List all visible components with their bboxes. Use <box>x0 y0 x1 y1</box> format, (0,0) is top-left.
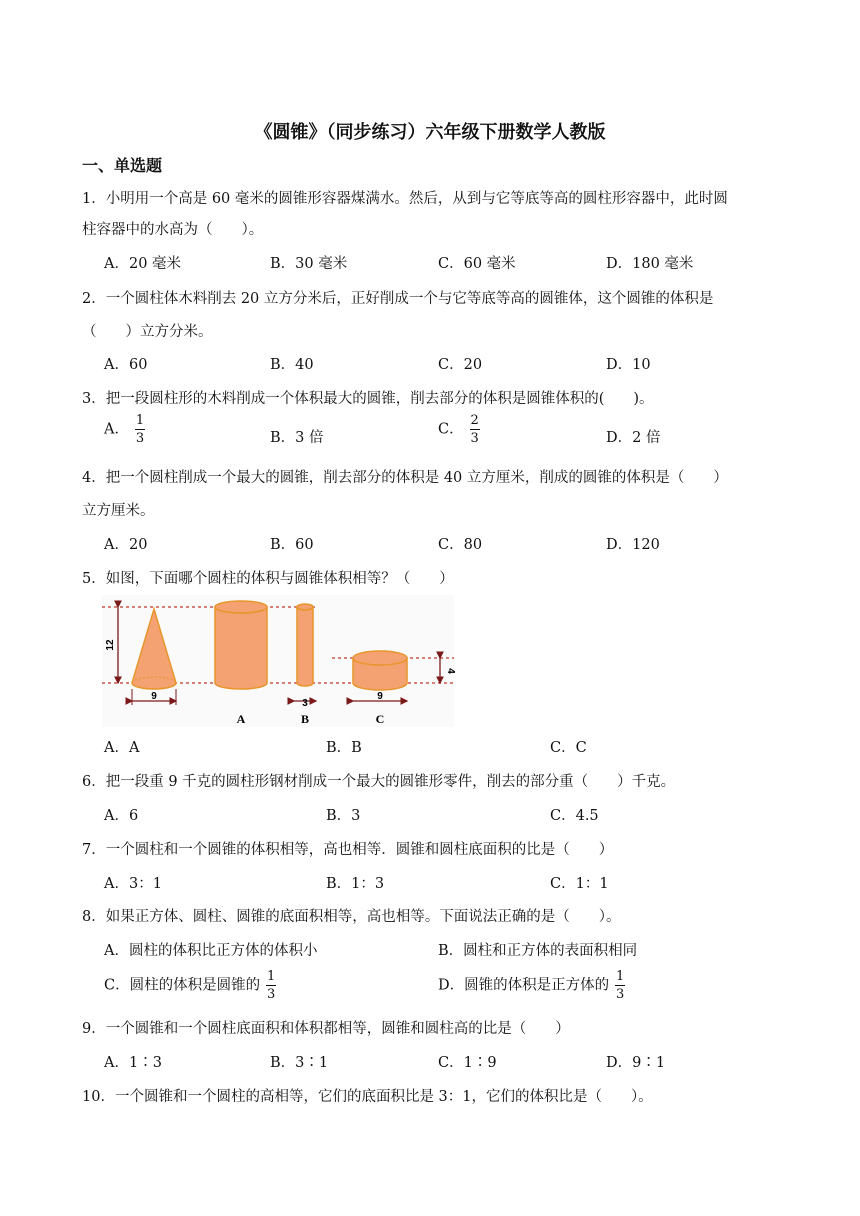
q3-option-d[interactable]: D．2 倍 <box>606 430 661 446</box>
q6-option-b[interactable]: B．3 <box>326 808 361 824</box>
question-1-line-1: 1．小明用一个高是 60 毫米的圆锥形容器煤满水。然后，从到与它等底等高的圆柱形容器中，此时圆 <box>82 191 728 207</box>
q4-option-c[interactable]: C．80 <box>438 537 483 553</box>
cone-height-label: 12 <box>105 639 116 651</box>
fraction-numerator: 2 <box>470 413 479 428</box>
q7-option-a[interactable]: A．3：1 <box>104 876 162 892</box>
question-4-line-1: 4．把一个圆柱削成一个最大的圆锥，削去部分的体积是 40 立方厘米，削成的圆锥的体积是（ ） <box>82 470 728 486</box>
cylinder-c-height-label: 4 <box>445 668 456 674</box>
cylinder-b-base-label: 3 <box>302 698 308 709</box>
question-2-line-1: 2．一个圆柱体木料削去 20 立方分米后，正好削成一个与它等底等高的圆锥体，这个圆锥的体积是 <box>82 291 714 307</box>
fraction <box>615 970 625 1001</box>
q6-option-c[interactable]: C．4.5 <box>550 808 599 824</box>
question-4-line-2: 立方厘米。 <box>82 503 155 519</box>
q8-option-d-text: D．圆锥的体积是正方体的 <box>438 977 610 994</box>
question-8-line-1: 8．如果正方体、圆柱、圆锥的底面积相等，高也相等。下面说法正确的是（ ）。 <box>82 909 621 925</box>
q3-option-b[interactable]: B．3 倍 <box>270 430 324 446</box>
q4-option-b[interactable]: B．60 <box>270 537 314 553</box>
fraction-numerator: 1 <box>135 413 145 428</box>
question-3-line-1: 3．把一段圆柱形的木料削成一个体积最大的圆锥，削去部分的体积是圆锥体积的( )。 <box>82 391 654 407</box>
solids-figure <box>102 595 454 727</box>
question-5-line-1: 5．如图，下面哪个圆柱的体积与圆锥体积相等？（ ） <box>82 571 454 587</box>
q4-option-a[interactable]: A．20 <box>104 537 148 553</box>
cylinder-a-label: A <box>236 712 246 726</box>
q1-option-a[interactable]: A．20 毫米 <box>104 256 182 272</box>
cone-base-label: 9 <box>151 691 157 702</box>
q2-option-a[interactable]: A．60 <box>104 357 148 373</box>
fraction-denominator: 3 <box>266 987 276 1002</box>
fraction-denominator: 3 <box>470 431 479 446</box>
q5-option-b[interactable]: B．B <box>326 740 362 756</box>
q2-option-c[interactable]: C．20 <box>438 357 483 373</box>
q3-option-c[interactable] <box>438 414 480 445</box>
fraction-bar <box>470 429 480 430</box>
question-1-line-2: 柱容器中的水高为（ ）。 <box>82 222 264 238</box>
q2-option-d[interactable]: D．10 <box>606 357 651 373</box>
q2-option-b[interactable]: B．40 <box>270 357 314 373</box>
fraction-numerator: 1 <box>266 969 276 984</box>
q6-option-a[interactable]: A．6 <box>104 808 139 824</box>
q5-option-a[interactable]: A．A <box>104 740 140 756</box>
cylinder-c-label: C <box>375 712 385 726</box>
question-10-line-1: 10．一个圆锥和一个圆柱的高相等，它们的底面积比是 3：1，它们的体积比是（ ）。 <box>82 1089 653 1105</box>
cylinder-a-body <box>215 607 267 689</box>
cylinder-a-top <box>215 601 267 613</box>
fraction-numerator: 1 <box>615 969 625 984</box>
q4-option-d[interactable]: D．120 <box>606 537 660 553</box>
q9-option-a[interactable]: A．1∶3 <box>104 1055 162 1071</box>
q3-option-a[interactable] <box>104 414 145 445</box>
fraction <box>470 414 480 445</box>
q9-option-b[interactable]: B．3∶1 <box>270 1055 329 1071</box>
fraction <box>135 414 145 445</box>
fraction-bar <box>615 985 625 986</box>
fraction-denominator: 3 <box>615 987 625 1002</box>
q1-option-d[interactable]: D．180 毫米 <box>606 256 694 272</box>
cylinder-c-top <box>353 651 407 665</box>
q9-option-d[interactable]: D．9∶1 <box>606 1055 666 1071</box>
question-7-line-1: 7．一个圆柱和一个圆锥的体积相等，高也相等．圆锥和圆柱底面积的比是（ ） <box>82 842 614 858</box>
fraction-bar <box>135 429 145 430</box>
q8-option-d[interactable] <box>438 970 625 1001</box>
q1-option-c[interactable]: C．60 毫米 <box>438 256 516 272</box>
q8-option-b[interactable]: B．圆柱和正方体的表面积相同 <box>438 943 638 959</box>
question-2-line-2: （ ）立方分米。 <box>82 324 213 340</box>
q8-option-c-text: C．圆柱的体积是圆锥的 <box>104 977 261 994</box>
q9-option-c[interactable]: C．1∶9 <box>438 1055 497 1071</box>
cylinder-b-top <box>297 604 313 610</box>
q3-option-c-label: C． <box>438 421 464 438</box>
q7-option-c[interactable]: C．1：1 <box>550 876 609 892</box>
page-title: 《圆锥》（同步练习）六年级下册数学人教版 <box>254 122 606 143</box>
q8-option-a[interactable]: A．圆柱的体积比正方体的体积小 <box>104 943 318 959</box>
question-6-line-1: 6．把一段重 9 千克的圆柱形钢材削成一个最大的圆锥形零件，削去的部分重（ ）千克。 <box>82 774 676 790</box>
section-heading: 一、单选题 <box>82 156 163 175</box>
fraction <box>266 970 276 1001</box>
cylinder-b-label: B <box>300 712 310 726</box>
q7-option-b[interactable]: B．1：3 <box>326 876 385 892</box>
q5-option-c[interactable]: C．C <box>550 740 587 756</box>
question-9-line-1: 9．一个圆锥和一个圆柱底面积和体积都相等，圆锥和圆柱高的比是（ ） <box>82 1021 570 1037</box>
cylinder-b-body <box>297 607 313 686</box>
q8-option-c[interactable] <box>104 970 276 1001</box>
fraction-bar <box>266 985 276 986</box>
fraction-denominator: 3 <box>135 431 145 446</box>
q1-option-b[interactable]: B．30 毫米 <box>270 256 348 272</box>
cylinder-c-base-label: 9 <box>377 691 383 702</box>
q3-option-a-label: A． <box>104 421 129 438</box>
